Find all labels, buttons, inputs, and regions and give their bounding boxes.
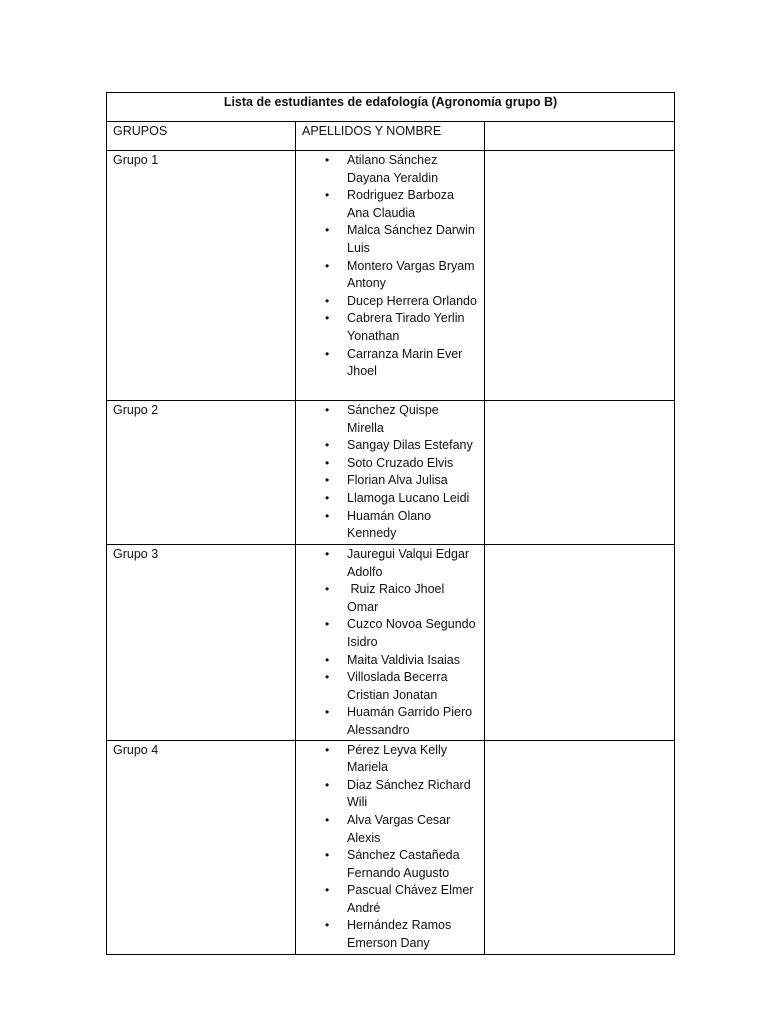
bullet-icon: • [325,473,330,488]
empty-cell [485,401,675,545]
student-list-item [302,472,478,490]
student-name: Sánchez Quispe Mirella [347,403,443,435]
title-row [107,93,675,122]
group-row [107,545,675,741]
bullet-icon: • [325,582,330,597]
student-name: Huamán Olano Kennedy [347,508,435,541]
empty-cell [485,151,675,401]
student-name: Villoslada Becerra Cristian Jonatan [347,670,452,702]
bullet-icon: • [325,490,330,505]
student-name: Huamán Garrido Piero Alessandro [347,705,475,737]
bullet-icon: • [325,188,330,203]
student-list-table [106,92,675,955]
bullet-icon: • [325,812,330,827]
student-name: Cuzco Novoa Segundo Isidro [347,617,480,649]
group-name-cell: Grupo 3 [107,545,296,741]
student-name: Sangay Dilas Estefany [347,438,473,453]
student-list-item [302,152,478,187]
student-name: Llamoga Lucano Leidi [347,490,470,505]
student-list-item [302,652,478,670]
group-row [107,151,675,401]
table-body [107,93,675,955]
student-name: Ruiz Raico Jhoel Omar [347,582,448,614]
table-title: Lista de estudiantes de edafología (Agronomía grupo B) [107,93,675,122]
bullet-icon: • [325,258,330,273]
student-list-item [302,187,478,222]
student-name: Cabrera Tirado Yerlin Yonathan [347,311,468,343]
student-list [302,402,478,543]
student-list-item [302,310,478,345]
students-cell [296,740,485,954]
group-name-cell: Grupo 1 [107,151,296,401]
students-cell [296,151,485,401]
bullet-icon: • [325,403,330,417]
bullet-icon: • [325,311,330,326]
students-cell [296,545,485,741]
bullet-icon: • [325,777,330,792]
student-list-item [302,222,478,257]
bullet-icon: • [325,293,330,308]
student-name: Malca Sánchez Darwin Luis [347,223,479,255]
bullet-icon: • [325,153,330,167]
student-list-item [302,812,478,847]
student-list-item [302,455,478,473]
bullet-icon: • [325,883,330,898]
bullet-icon: • [325,547,330,561]
student-list-item [302,293,478,311]
bullet-icon: • [325,438,330,453]
student-list-item [302,490,478,508]
bullet-icon: • [325,346,330,361]
student-list-item [302,402,478,437]
student-name: Carranza Marin Ever Jhoel [347,346,466,379]
student-list-item [302,669,478,704]
student-list-item [302,258,478,293]
student-list-item [302,437,478,455]
header-grupos: GRUPOS [107,122,296,151]
header-empty [485,122,675,151]
group-row [107,401,675,545]
bullet-icon: • [325,670,330,685]
student-name: Soto Cruzado Elvis [347,455,454,470]
bullet-icon: • [325,455,330,470]
bullet-icon: • [325,508,330,523]
student-list-item [302,917,478,952]
student-list-item [302,616,478,651]
student-name: Montero Vargas Bryam Antony [347,258,478,291]
student-list-item [302,777,478,812]
student-list [302,152,478,381]
student-name: Diaz Sánchez Richard Wili [347,777,475,810]
bullet-icon: • [325,223,330,238]
student-name: Jauregui Valqui Edgar Adolfo [347,547,472,579]
student-name: Hernández Ramos Emerson Dany [347,918,455,951]
student-list-item [302,581,478,616]
bullet-icon: • [325,848,330,863]
student-list [302,546,478,740]
student-name: Ducep Herrera Orlando [347,293,477,308]
header-row [107,122,675,151]
empty-cell [485,740,675,954]
group-row [107,740,675,954]
group-name-cell: Grupo 2 [107,401,296,545]
bullet-icon: • [325,742,330,757]
student-name: Atilano Sánchez Dayana Yeraldin [347,153,441,185]
student-name: Florian Alva Julisa [347,473,448,488]
student-list-item [302,742,478,777]
student-list-item [302,346,478,381]
student-name: Sánchez Castañeda Fernando Augusto [347,848,464,880]
bullet-icon: • [325,918,330,933]
student-list-item [302,508,478,543]
empty-cell [485,545,675,741]
student-name: Pérez Leyva Kelly Mariela [347,742,451,775]
student-list-item [302,546,478,581]
student-list-item [302,882,478,917]
group-name-cell: Grupo 4 [107,740,296,954]
bullet-icon: • [325,617,330,632]
header-apellidos-nombre: APELLIDOS Y NOMBRE [296,122,485,151]
student-name: Maita Valdivia Isaias [347,652,461,667]
student-list [302,742,478,953]
student-list-item [302,704,478,739]
student-list-item [302,847,478,882]
student-name: Pascual Chávez Elmer André [347,883,477,915]
student-name: Rodriguez Barboza Ana Claudia [347,188,457,220]
bullet-icon: • [325,652,330,667]
bullet-icon: • [325,705,330,720]
student-name: Alva Vargas Cesar Alexis [347,812,454,845]
students-cell [296,401,485,545]
